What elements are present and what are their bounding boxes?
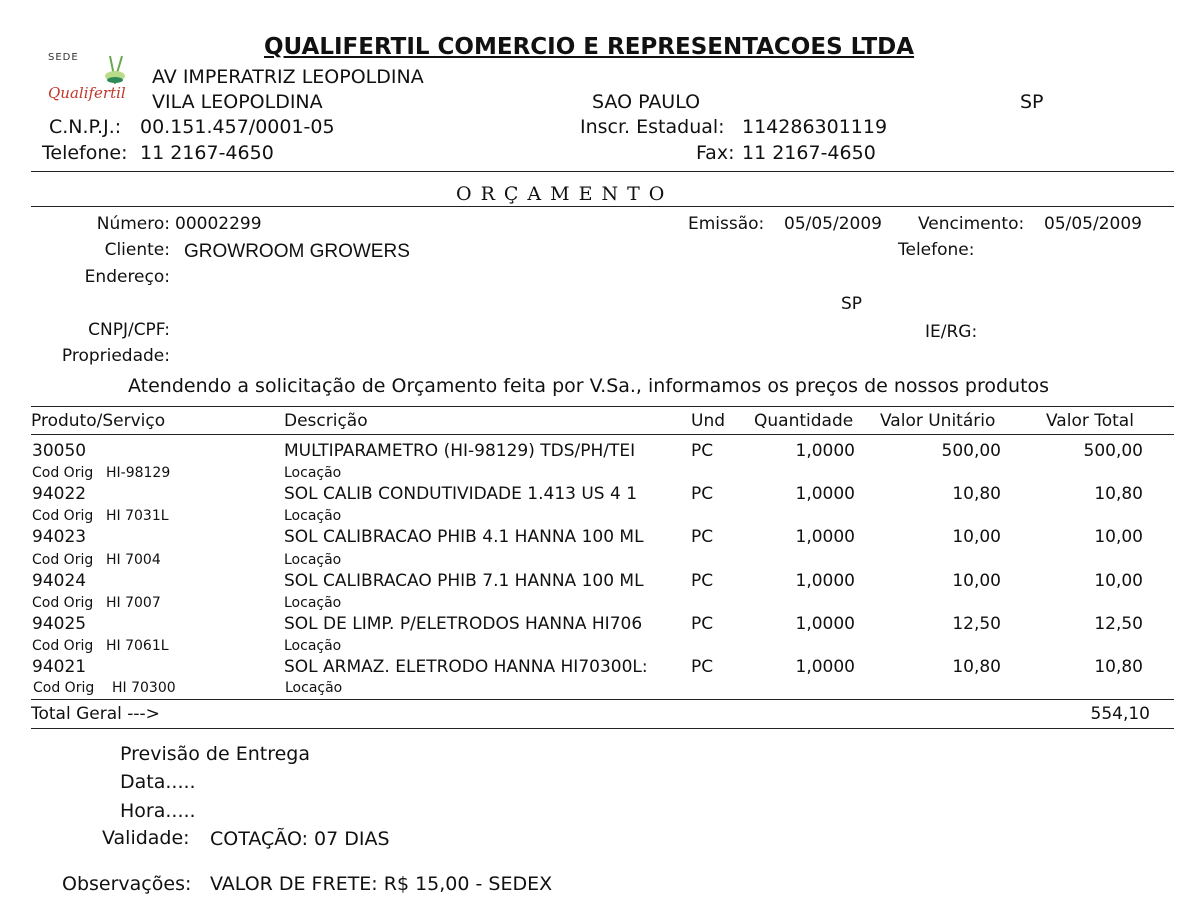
product-quantity: 1,0000 (795, 657, 855, 677)
product-note: Locação (284, 552, 342, 568)
product-description: SOL CALIB CONDUTIVIDADE 1.413 US 4 1 (284, 484, 638, 504)
product-note: Locação (284, 465, 342, 481)
product-description: SOL DE LIMP. P/ELETRODOS HANNA HI706 (284, 614, 643, 634)
validity-value: COTAÇÃO: 07 DIAS (210, 828, 390, 850)
delivery-time-label: Hora..... (120, 800, 196, 822)
divider (31, 406, 1174, 407)
numero-label: Número: (96, 214, 170, 234)
col-header-produto: Produto/Serviço (31, 411, 166, 431)
product-unit: PC (691, 527, 714, 547)
emissao-label: Emissão: (688, 214, 765, 234)
document-title: ORÇAMENTO (456, 183, 674, 205)
cod-orig-label: Cod Orig (33, 680, 95, 696)
col-header-valor-unitario: Valor Unitário (880, 411, 996, 431)
logo-top-text: SEDE (48, 52, 79, 63)
company-logo (46, 50, 138, 114)
product-description: MULTIPARAMETRO (HI-98129) TDS/PH/TEI (284, 441, 636, 461)
phone-label: Telefone: (42, 142, 128, 164)
product-note: Locação (284, 595, 342, 611)
cod-orig-value: HI 70300 (112, 680, 176, 696)
product-total: 10,00 (1094, 571, 1143, 591)
cod-orig-label: Cod Orig (32, 508, 94, 524)
product-total: 10,80 (1094, 657, 1143, 677)
product-code: 94021 (32, 657, 87, 677)
ie-value: 114286301119 (742, 116, 888, 138)
product-unit: PC (691, 614, 714, 634)
phone-value: 11 2167-4650 (140, 142, 274, 164)
cnpj-label: C.N.P.J.: (49, 116, 122, 138)
product-description: SOL CALIBRACAO PHIB 4.1 HANNA 100 ML (284, 527, 644, 547)
product-unit: PC (691, 571, 714, 591)
grand-total: 554,10 (1090, 704, 1150, 724)
product-unit: PC (691, 484, 714, 504)
product-unit-price: 12,50 (952, 614, 1001, 634)
emissao-value: 05/05/2009 (784, 214, 882, 234)
product-unit: PC (691, 657, 714, 677)
divider (31, 206, 1174, 207)
product-note: Locação (284, 508, 342, 524)
product-note: Locação (284, 638, 342, 654)
product-total: 500,00 (1083, 441, 1143, 461)
product-total: 12,50 (1094, 614, 1143, 634)
cliente-label: Cliente: (104, 240, 170, 260)
product-unit-price: 10,00 (952, 527, 1001, 547)
product-quantity: 1,0000 (795, 571, 855, 591)
divider (31, 434, 1174, 435)
cod-orig-label: Cod Orig (32, 595, 94, 611)
product-unit-price: 500,00 (941, 441, 1001, 461)
vencimento-label: Vencimento: (918, 214, 1025, 234)
ie-label: Inscr. Estadual: (580, 116, 725, 138)
ie-rg-label: IE/RG: (925, 322, 978, 342)
logo-brand: Qualifertil (48, 84, 126, 102)
product-quantity: 1,0000 (795, 484, 855, 504)
company-state: SP (1020, 91, 1044, 113)
validity-label: Validade: (102, 827, 190, 849)
product-unit-price: 10,80 (952, 484, 1001, 504)
vencimento-value: 05/05/2009 (1044, 214, 1142, 234)
uf-value: SP (841, 294, 863, 314)
telefone-label: Telefone: (898, 240, 975, 260)
divider (31, 728, 1174, 729)
col-header-quantidade: Quantidade (754, 411, 854, 431)
product-quantity: 1,0000 (795, 614, 855, 634)
product-quantity: 1,0000 (795, 441, 855, 461)
product-note: Locação (285, 680, 343, 696)
propriedade-label: Propriedade: (61, 346, 170, 366)
product-description: SOL CALIBRACAO PHIB 7.1 HANNA 100 ML (284, 571, 644, 591)
cod-orig-label: Cod Orig (32, 638, 94, 654)
cliente-value: GROWROOM GROWERS (184, 241, 410, 262)
endereco-label: Endereço: (84, 267, 170, 287)
product-total: 10,80 (1094, 484, 1143, 504)
product-code: 30050 (32, 441, 87, 461)
cod-orig-label: Cod Orig (32, 465, 94, 481)
product-unit: PC (691, 441, 714, 461)
company-city: SAO PAULO (592, 91, 701, 113)
divider (31, 699, 1174, 700)
product-code: 94025 (32, 614, 87, 634)
divider (31, 171, 1174, 172)
delivery-date-label: Data..... (120, 771, 196, 793)
product-description: SOL ARMAZ. ELETRODO HANNA HI70300L: (284, 657, 648, 677)
product-code: 94022 (32, 484, 87, 504)
cod-orig-value: HI 7031L (106, 508, 169, 524)
observations-label: Observações: (62, 873, 192, 895)
fax-label: Fax: (696, 142, 735, 164)
product-code: 94024 (32, 571, 87, 591)
observations-value: VALOR DE FRETE: R$ 15,00 - SEDEX (210, 873, 553, 895)
cod-orig-value: HI 7007 (106, 595, 161, 611)
fax-value: 11 2167-4650 (742, 142, 876, 164)
company-address: AV IMPERATRIZ LEOPOLDINA (152, 66, 424, 88)
product-quantity: 1,0000 (795, 527, 855, 547)
product-unit-price: 10,00 (952, 571, 1001, 591)
company-name: QUALIFERTIL COMERCIO E REPRESENTACOES LTDA (264, 34, 915, 60)
col-header-descricao: Descrição (284, 411, 368, 431)
product-code: 94023 (32, 527, 87, 547)
col-header-valor-total: Valor Total (1046, 411, 1134, 431)
intro-text: Atendendo a solicitação de Orçamento feita por V.Sa., informamos os preços de nossos produtos (128, 375, 1050, 397)
cnpj-value: 00.151.457/0001-05 (140, 116, 335, 138)
cod-orig-value: HI-98129 (106, 465, 171, 481)
company-district: VILA LEOPOLDINA (152, 91, 323, 113)
plant-icon (100, 50, 130, 86)
cod-orig-value: HI 7061L (106, 638, 169, 654)
delivery-forecast-label: Previsão de Entrega (120, 743, 311, 765)
product-unit-price: 10,80 (952, 657, 1001, 677)
col-header-und: Und (691, 411, 726, 431)
cod-orig-value: HI 7004 (106, 552, 161, 568)
total-label: Total Geral ---> (31, 704, 160, 724)
cnpj-cpf-label: CNPJ/CPF: (88, 320, 170, 340)
product-total: 10,00 (1094, 527, 1143, 547)
cod-orig-label: Cod Orig (32, 552, 94, 568)
numero-value: 00002299 (175, 214, 262, 234)
